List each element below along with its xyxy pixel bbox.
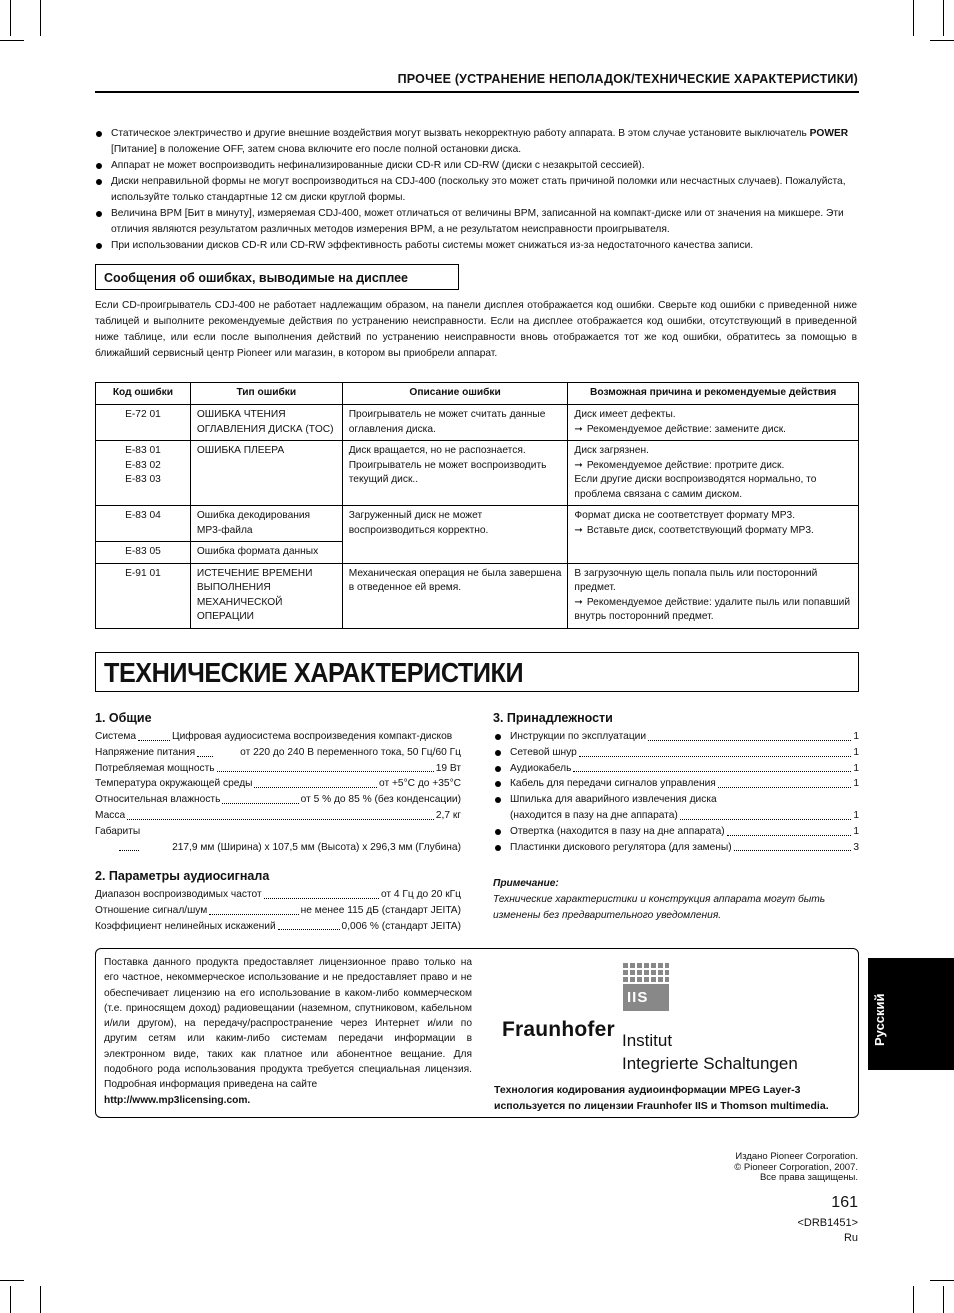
list-item: Инструкции по эксплуатации 1 (493, 729, 859, 745)
list-item: При использовании дисков CD-R или CD-RW эффективность работы системы может снижаться из-за недостаточного качества записи. (95, 238, 859, 254)
crop-mark (40, 1286, 41, 1313)
crop-mark (0, 40, 24, 41)
arrow-right-icon: ➞ (574, 524, 583, 536)
general-specs (95, 729, 461, 855)
audio-specs (95, 887, 461, 934)
spec-row: 217,9 мм (Ширина) x 107,5 мм (Высота) x 296,3 мм (Глубина) (95, 840, 461, 856)
error-description: Загруженный диск не может воспроизводиться корректно. (342, 506, 568, 564)
error-remedy: В загрузочную щель попала пыль или посторонний предмет. ➞ Рекомендуемое действие: удалите пыль или попавший внутрь посторонний предмет. (568, 563, 859, 628)
error-type: ОШИБКА ПЛЕЕРА (190, 441, 342, 506)
crop-mark (913, 0, 914, 36)
table-row (96, 506, 859, 542)
crop-mark (930, 40, 954, 41)
list-item: Аудиокабель 1 (493, 761, 859, 777)
language-tab-label: Русский (872, 993, 887, 1046)
note-title: Примечание: (493, 878, 559, 889)
spec-row: Коэффициент нелинейных искажений 0,006 % (стандарт JEITA) (95, 920, 461, 932)
table-row (96, 441, 859, 506)
table-row (96, 563, 859, 628)
spec-row: Отношение сигнал/шум не менее 115 дБ (стандарт JEITA) (95, 904, 461, 916)
spec-row: Диапазон воспроизводимых частот от 4 Гц до 20 кГц (95, 889, 461, 900)
error-code: E-83 01 E-83 02 E-83 03 (96, 441, 191, 506)
logo-name: Fraunhofer (502, 1018, 615, 1041)
page-number: 161 (831, 1194, 858, 1211)
list-item: Шпилька для аварийного извлечения диска (находится в пазу на дне аппарата) 1 (493, 792, 859, 824)
error-description: Диск вращается, но не распознается. Проигрыватель не может воспроизводить текущий диск.. (342, 441, 568, 506)
spec-row: Габариты (95, 825, 141, 837)
list-item: Кабель для передачи сигналов управления 1 (493, 776, 859, 792)
logo-line: Integrierte Schaltungen (622, 1054, 798, 1073)
document-code: <DRB1451> Ru (797, 1217, 858, 1244)
list-item: Пластинки дискового регулятора (для замены) 3 (493, 840, 859, 856)
list-item: Диски неправильной формы не могут воспроизводиться на CDJ-400 (поскольку это может стать причиной поломки или несчастных случаев). Пожалуйста, используйте только стандартные 12 см диски круглой формы. (95, 174, 859, 206)
accessories-list (493, 729, 859, 855)
notes-list (95, 126, 859, 254)
spec-row: Относительная влажность от 5 % до 85 % (без конденсации) (95, 794, 461, 806)
license-link[interactable]: http://www.mp3licensing.com. (104, 1094, 251, 1106)
header-rule (95, 91, 859, 93)
error-remedy: Диск имеет дефекты. ➞ Рекомендуемое действие: замените диск. (568, 405, 859, 441)
error-description: Проигрыватель не может считать данные оглавления диска. (342, 405, 568, 441)
publisher-info: Издано Pioneer Corporation. © Pioneer Corporation, 2007. Все права защищены. (734, 1151, 858, 1183)
general-section-title: 1. Общие (95, 711, 152, 725)
spec-row: Потребляемая мощность 19 Вт (95, 762, 461, 774)
error-code: E-72 01 (96, 405, 191, 441)
crop-mark (943, 1286, 944, 1313)
crop-mark (10, 0, 11, 36)
page-header: ПРОЧЕЕ (УСТРАНЕНИЕ НЕПОЛАДОК/ТЕХНИЧЕСКИЕ ХАРАКТЕРИСТИКИ) (397, 72, 858, 86)
error-section-intro: Если CD-проигрыватель CDJ-400 не работает надлежащим образом, на панели дисплея отображается код ошибки. Сверьте код ошибки с приведенной ниже таблицей и выполните рекомендуемые действия по устранению неисправности. Если на дисплее отображается код ошибки, отсутствующий в приведенной ниже таблице, или если после выполнения действий по устранению неисправности вновь отображается тот же код ошибки, обратитесь за помощью в ближайший сервисный центр Pioneer или магазин, в котором вы приобрели аппарат. (95, 300, 857, 359)
specs-note (493, 876, 833, 924)
spec-row: Масса 2,7 кг (95, 809, 461, 821)
column-header: Тип ошибки (190, 383, 342, 405)
column-header: Код ошибки (96, 383, 191, 405)
table-row (96, 405, 859, 441)
error-remedy: Диск загрязнен. ➞ Рекомендуемое действие: протрите диск. Если другие диски воспроизводятся нормально, то проблема связана с самим диском. (568, 441, 859, 506)
spec-row: Система Цифровая аудиосистема воспроизведения компакт-дисков (95, 731, 453, 742)
list-item: Отвертка (находится в пазу на дне аппарата) 1 (493, 824, 859, 840)
crop-mark (943, 0, 944, 36)
crop-mark (913, 1286, 914, 1313)
error-code: E-91 01 (96, 563, 191, 628)
crop-mark (0, 1280, 24, 1281)
crop-mark (40, 0, 41, 36)
logo-badge: IIS (627, 989, 649, 1006)
table-header-row (96, 383, 859, 405)
error-type: ИСТЕЧЕНИЕ ВРЕМЕНИ ВЫПОЛНЕНИЯ МЕХАНИЧЕСКОЙ ОПЕРАЦИИ (190, 563, 342, 628)
fraunhofer-logo-icon (623, 963, 669, 1016)
error-section-title: Сообщения об ошибках, выводимые на дисплее (95, 264, 459, 290)
error-code: E-83 04 (96, 506, 191, 542)
list-item: Сетевой шнур 1 (493, 745, 859, 761)
list-item: Величина BPM [Бит в минуту], измеряемая CDJ-400, может отличаться от величины BPM, записанной на компакт-диске или от значения на микшере. Эти отличия являются результатом различных методов измерения BPM, а не результатом неисправности проигрывателя. (95, 206, 859, 238)
accessories-section-title: 3. Принадлежности (493, 711, 613, 725)
list-item: Аппарат не может воспроизводить нефинализированные диски CD-R или CD-RW (диски с незакрытой сессией). (95, 158, 859, 174)
error-code: E-83 05 (96, 542, 191, 564)
list-item: Статическое электричество и другие внешние воздействия могут вызвать некорректную работу аппарата. В этом случае установите выключатель POWER [Питание] в положение OFF, затем снова включите его после полной остановки диска. (95, 126, 859, 158)
logo-caption: Технология кодирования аудиоинформации MPEG Layer-3 используется по лицензии Fraunhofer IIS и Thomson multimedia. (494, 1084, 829, 1112)
note-text: Технические характеристики и конструкция аппарата могут быть изменены без предварительного уведомления. (493, 894, 826, 921)
spec-row: Температура окружающей среды от +5°C до +35°C (95, 778, 461, 790)
error-type: Ошибка декодирования MP3-файла (190, 506, 342, 542)
spec-row: Напряжение питания от 220 до 240 В переменного тока, 50 Гц/60 Гц (95, 746, 461, 758)
error-table (95, 382, 859, 629)
column-header: Возможная причина и рекомендуемые действия (568, 383, 859, 405)
arrow-right-icon: ➞ (574, 596, 583, 608)
error-type: ОШИБКА ЧТЕНИЯ ОГЛАВЛЕНИЯ ДИСКА (TOC) (190, 405, 342, 441)
crop-mark (10, 1286, 11, 1313)
logo-line: Institut (622, 1031, 673, 1050)
column-header: Описание ошибки (342, 383, 568, 405)
arrow-right-icon: ➞ (574, 459, 583, 471)
arrow-right-icon: ➞ (574, 423, 583, 435)
specs-title: ТЕХНИЧЕСКИЕ ХАРАКТЕРИСТИКИ (95, 652, 859, 692)
license-text: Поставка данного продукта предоставляет лицензионное право только на его частное, некоммерческое использование и не предоставляет право и не обеспечивает лицензию на его использование в каком-либо коммерческом (т.е. приносящем доход) радиовещании (наземном, спутниковом, кабельном и/или другом), на передачу/распространение через Интернет и/или по другим сетям или каким-либо системам передачи информации в электронном виде, таких как платное или абонентное вещание. Для подобного рода использования продукта требуется специальная лицензия. Подробная информация приведена на сайте http://www.mp3licensing.com. (104, 955, 472, 1108)
audio-section-title: 2. Параметры аудиосигнала (95, 869, 270, 883)
error-remedy: Формат диска не соответствует формату MP3. ➞ Вставьте диск, соответствующий формату MP3. (568, 506, 859, 564)
crop-mark (930, 1280, 954, 1281)
error-type: Ошибка формата данных (190, 542, 342, 564)
error-description: Механическая операция не была завершена в отведенное ей время. (342, 563, 568, 628)
